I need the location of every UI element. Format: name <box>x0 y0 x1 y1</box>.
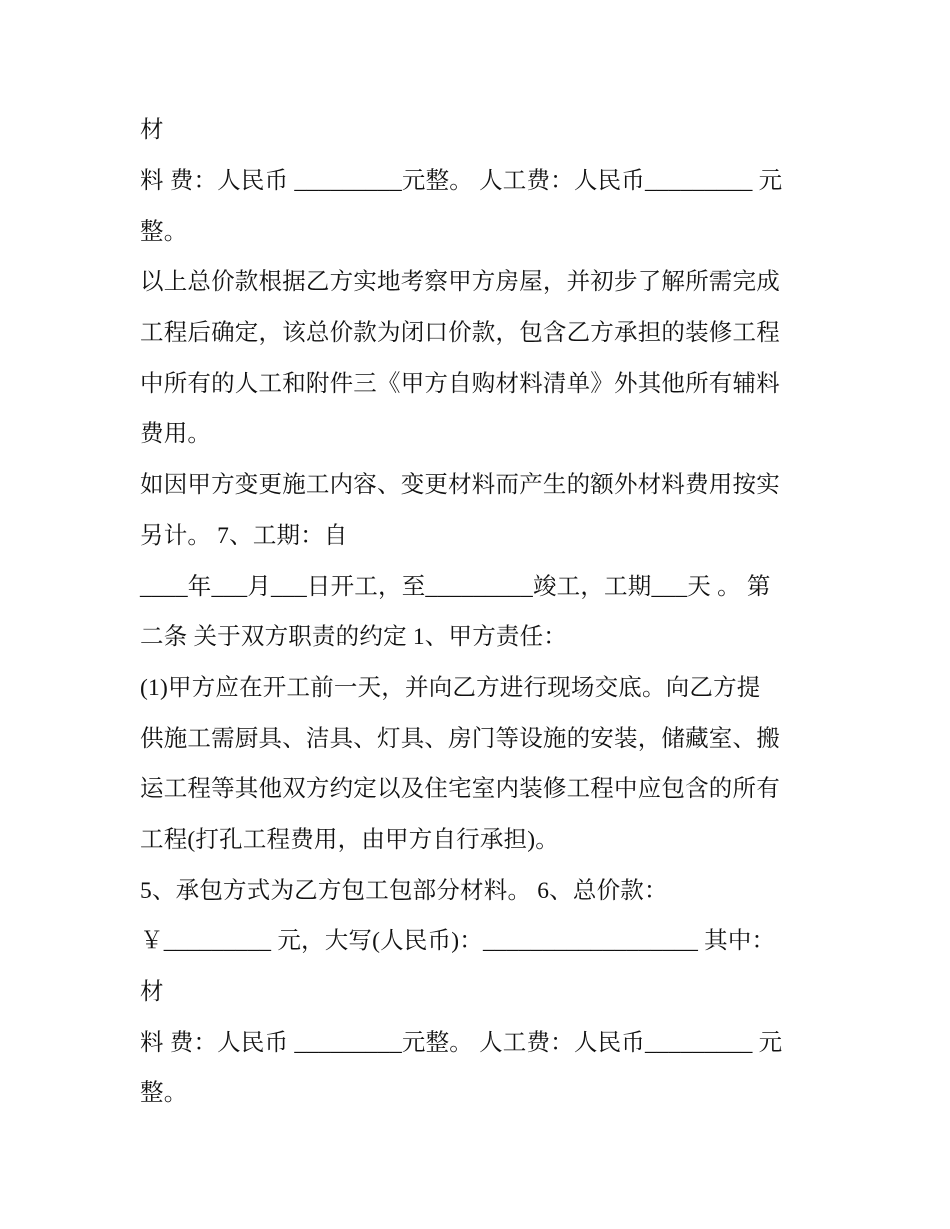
text-line: 整。 <box>140 1080 188 1106</box>
text-line: 料 费：人民币 _________元整。 人工费：人民币_________ 元 <box>140 1030 783 1056</box>
text-line: 材 <box>140 979 164 1005</box>
text-line: 运工程等其他双方约定以及住宅室内装修工程中应包含的所有 <box>140 776 780 802</box>
text-line: 材 <box>140 117 164 143</box>
text-line: 供施工需厨具、洁具、灯具、房门等设施的安装，储藏室、搬 <box>140 726 780 752</box>
text-line: 二条 关于双方职责的约定 1、甲方责任： <box>140 624 567 650</box>
text-line: 另计。 7、工期：自 <box>140 523 348 549</box>
text-line: (1)甲方应在开工前一天，并向乙方进行现场交底。向乙方提 <box>140 675 761 701</box>
text-line: 料 费：人民币 _________元整。 人工费：人民币_________ 元 <box>140 168 783 194</box>
text-line: 如因甲方变更施工内容、变更材料而产生的额外材料费用按实 <box>140 472 780 498</box>
text-line: 工程后确定，该总价款为闭口价款，包含乙方承担的装修工程 <box>140 320 780 346</box>
text-line: ____年___月___日开工，至_________竣工，工期___天 。 第 <box>140 574 771 600</box>
text-line: 5、承包方式为乙方包工包部分材料。 6、总价款： <box>140 878 668 904</box>
text-line: ￥_________ 元，大写(人民币)：__________________ 其中： <box>140 928 776 954</box>
text-line: 以上总价款根据乙方实地考察甲方房屋，并初步了解所需完成 <box>140 269 780 295</box>
text-line: 工程(打孔工程费用，由甲方自行承担)。 <box>140 827 559 853</box>
text-line: 中所有的人工和附件三《甲方自购材料清单》外其他所有辅料 <box>140 371 780 397</box>
text-line: 整。 <box>140 219 188 245</box>
text-line: 费用。 <box>140 421 212 447</box>
